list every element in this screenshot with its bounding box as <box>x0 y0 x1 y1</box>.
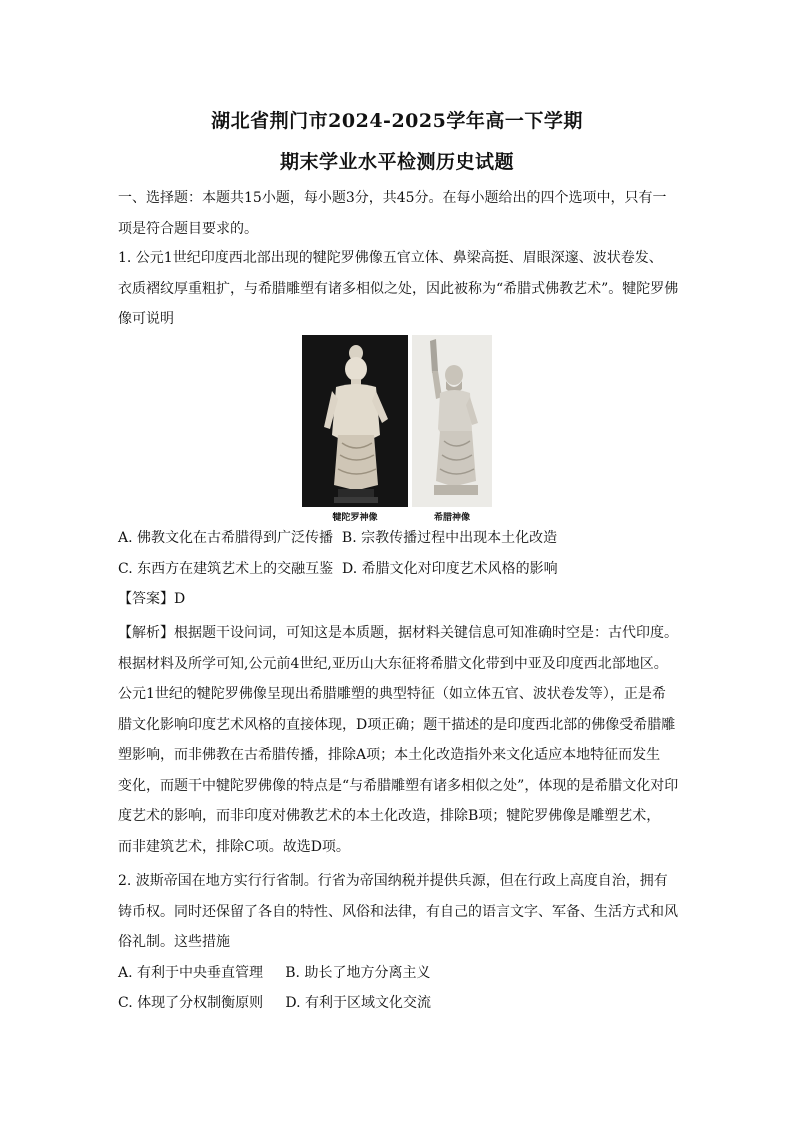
stem-line: 1. 公元1世纪印度西北部出现的犍陀罗佛像五官立体、鼻梁高挺、眉眼深邃、波状卷发、 <box>118 250 663 266</box>
page-title: 湖北省荆门市2024-2025学年高一下学期 <box>211 110 583 132</box>
analysis-line: 【解析】根据题干设问词，可知这是本质题，据材料关键信息可知准确时空是：古代印度。 <box>118 625 678 641</box>
stem-line: 衣质褶纹厚重粗扩，与希腊雕塑有诸多相似之处，因此被称为“希腊式佛教艺术”。犍陀罗佛 <box>118 280 679 297</box>
question-1-analysis <box>118 618 684 862</box>
option-row[interactable]: C. 体现了分权制衡原则 D. 有利于区域文化交流 <box>118 995 431 1011</box>
analysis-line: 腊文化影响印度艺术风格的直接体现，D项正确；题干描述的是印度西北部的佛像受希腊雕 <box>118 716 676 733</box>
page-subtitle: 期末学业水平检测历史试题 <box>279 151 514 173</box>
instruction-line: 一、选择题：本题共15小题，每小题3分，共45分。在每小题给出的四个选项中，只有一 <box>118 190 667 206</box>
section-instructions <box>118 183 684 244</box>
question-1-stem <box>118 243 684 335</box>
option-row[interactable]: A. 有利于中央垂直管理 B. 助长了地方分离主义 <box>118 964 431 981</box>
gandhara-statue-icon <box>302 335 408 507</box>
option-row[interactable]: A. 佛教文化在古希腊得到广泛传播 B. 宗教传播过程中出现本土化改造 <box>118 530 558 546</box>
instruction-line: 项是符合题目要求的。 <box>118 220 258 237</box>
option-row[interactable]: C. 东西方在建筑艺术上的交融互鉴 D. 希腊文化对印度艺术风格的影响 <box>118 560 558 577</box>
analysis-line: 根据材料及所学可知,公元前4世纪,亚历山大东征将希腊文化带到中亚及印度西北部地区。 <box>118 655 668 672</box>
stem-line: 铸币权。同时还保留了各自的特性、风俗和法律，有自己的语言文字、军备、生活方式和风 <box>118 903 678 920</box>
answer-line: 【答案】D <box>118 591 186 607</box>
analysis-line: 塑影响，而非佛教在古希腊传播，排除A项；本土化改造指外来文化适应本地特征而发生 <box>118 747 661 763</box>
greek-statue-image <box>412 335 492 507</box>
question-1-figure <box>302 335 492 507</box>
analysis-line: 变化，而题干中犍陀罗佛像的特点是“与希腊雕塑有诸多相似之处”，体现的是希腊文化对印 <box>118 777 679 794</box>
greek-statue-icon <box>412 335 492 507</box>
gandhara-statue-image <box>302 335 408 507</box>
figure-caption-right: 希腊神像 <box>433 513 470 523</box>
analysis-line: 公元1世纪的犍陀罗佛像呈现出希腊雕塑的典型特征（如立体五官、波状卷发等），正是希 <box>118 686 666 702</box>
stem-line: 俗礼制。这些措施 <box>118 934 230 950</box>
analysis-line: 而非建筑艺术，排除C项。故选D项。 <box>118 838 350 855</box>
stem-line: 像可说明 <box>118 311 174 327</box>
question-1-options <box>118 523 684 615</box>
analysis-line: 度艺术的影响，而非印度对佛教艺术的本土化改造，排除B项；犍陀罗佛像是雕塑艺术， <box>118 808 661 824</box>
question-2-stem <box>118 866 684 1019</box>
stem-line: 2. 波斯帝国在地方实行行省制。行省为帝国纳税并提供兵源，但在行政上高度自治，拥有 <box>118 873 668 889</box>
figure-caption-left: 犍陀罗神像 <box>332 513 378 523</box>
